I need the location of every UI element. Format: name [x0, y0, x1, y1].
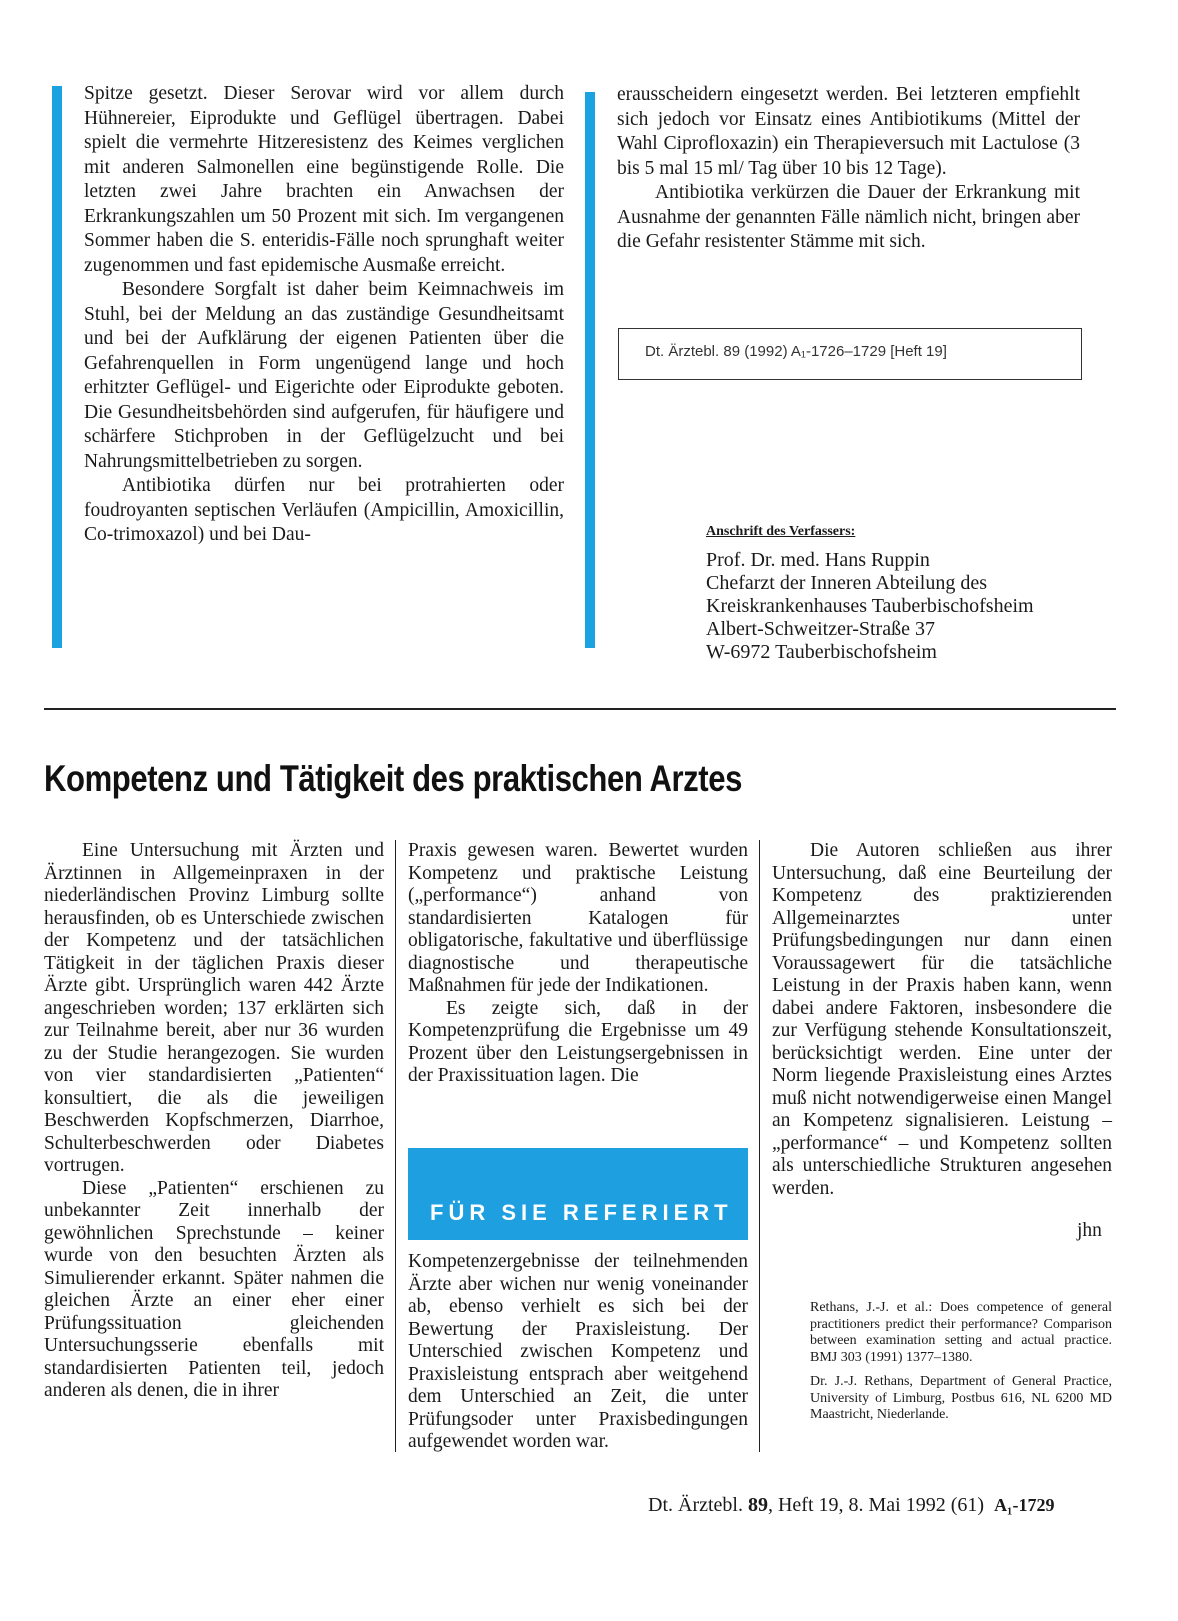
paragraph: Es zeigte sich, daß in der Kompetenzprüfung die Ergebnisse um 49 Prozent über den Leistungsergebnissen in der Praxissituation lagen. Die	[408, 997, 748, 1086]
reference: Dr. J.-J. Rethans, Department of General Practice, University of Limburg, Postbus 616, NL 6200 MD Maastricht, Niederlande.	[810, 1374, 1112, 1422]
author-line: Chefarzt der Inneren Abteilung des	[706, 572, 988, 594]
author-line: Prof. Dr. med. Hans Ruppin	[706, 549, 930, 571]
author-address	[706, 520, 1034, 664]
paragraph: Besondere Sorgfalt ist daher beim Keimnachweis im Stuhl, bei der Meldung an das zuständige Gesundheitsamt und bei der Aufklärung der eigenen Patienten über die Gefahrenquellen in Form ungenügend lange und hoch erhitzter Geflügel- und Eigerichte oder Eiprodukte geboten. Die Gesundheitsbehörden sind aufgerufen, für häufigere und schärfere Stichproben in der Geflügelzucht und bei Nahrungsmittelbetrieben zu sorgen.	[84, 279, 564, 472]
paragraph: Antibiotika verkürzen die Dauer der Erkrankung mit Ausnahme der genannten Fälle nämlich nicht, bringen aber die Gefahr resistenter Stämme mit sich.	[617, 182, 1080, 252]
paragraph: Spitze gesetzt. Dieser Serovar wird vor allem durch Hühnereier, Eiprodukte und Geflügel übertragen. Dabei spielt die vermehrte Hitzeresistenz des Keimes verglichen mit anderen Salmonellen eine begünstigende Rolle. Die letzten zwei Jahre brachten ein Anwachsen der Erkrankungszahlen um 50 Prozent mit sich. Im vergangenen Sommer haben die S. enteridis-Fälle noch sprunghaft weiter zugenommen und fast epidemische Ausmaße erreicht.	[84, 83, 564, 276]
article-title: Kompetenz und Tätigkeit des praktischen Arztes	[44, 758, 742, 799]
paragraph: Die Autoren schließen aus ihrer Untersuchung, daß eine Beurteilung der Kompetenz des praktizierenden Allgemeinarztes unter Prüfungsbedingungen nur dann einen Voraussagewert für die tatsächliche Leistung in der Praxis haben kann, wenn dabei andere Faktoren, insbesondere die zur Verfügung stehende Konsultationszeit, berücksichtigt werden. Eine unter der Norm liegende Praxisleistung eines Arztes muß nicht notwendigerweise einen Mangel an Kompetenz signalisieren. Leistung – „performance“ – und Kompetenz sollten als unterschiedliche Strukturen angesehen werden.	[772, 840, 1112, 1199]
footer-issue: , Heft 19, 8. Mai 1992 (61)	[767, 1494, 985, 1516]
references	[810, 1300, 1112, 1432]
page-footer	[648, 1494, 1054, 1517]
article-column-2-continued	[408, 1251, 748, 1454]
author-label: Anschrift des Verfassers:	[706, 524, 856, 539]
paragraph: Kompetenzergebnisse der teilnehmenden Ärzte aber wichen nur wenig voneinander ab, ebenso verhielt es sich bei der Bewertung der Praxisleistung. Der Unterschied zwischen Kompetenz und Praxisleistung entsprach aber weitgehend dem Unterschied an Zeit, die unter Prüfungsoder unter Praxisbedingungen aufgewendet worden war.	[408, 1251, 748, 1452]
author-line: W-6972 Tauberbischofsheim	[706, 641, 937, 663]
top-left-column	[84, 82, 564, 548]
section-banner	[408, 1148, 748, 1240]
author-initials: jhn	[1077, 1220, 1102, 1241]
reference: Rethans, J.-J. et al.: Does competence of general practitioners predict their performance? Comparison between examination setting and actual practice. BMJ 303 (1991) 1377–1380.	[810, 1300, 1112, 1365]
paragraph: Antibiotika dürfen nur bei protrahierten oder foudroyanten septischen Verläufen (Ampicillin, Amoxicillin, Co-trimoxazol) und bei Dau-	[84, 475, 564, 545]
column-divider	[395, 840, 396, 1452]
citation-box	[618, 328, 1082, 380]
article-column-2	[408, 840, 748, 1088]
section-divider	[44, 708, 1116, 710]
banner-label: FÜR SIE REFERIERT	[430, 1200, 733, 1225]
paragraph: Diese „Patienten“ erschienen zu unbekannter Zeit innerhalb der gewöhnlichen Sprechstunde – keiner wurde von den besuchten Ärzten als Simulierender erkannt. Später nahmen die gleichen Ärzte an einer eher einer Prüfungssituation gleichenden Untersuchungsserie ebenfalls mit standardisierten Patienten teil, jedoch anderen als denen, die in ihrer	[44, 1177, 384, 1401]
paragraph: Praxis gewesen waren. Bewertet wurden Kompetenz und praktische Leistung („performance“) anhand von standardisierten Katalogen für obligatorische, fakultative und überflüssige diagnostische und therapeutische Maßnahmen für jede der Indikationen.	[408, 840, 748, 996]
article-column-1	[44, 840, 384, 1403]
top-right-column	[617, 83, 1080, 255]
footer-volume: 89	[747, 1494, 768, 1516]
author-line: Albert-Schweitzer-Straße 37	[706, 618, 935, 640]
paragraph: Eine Untersuchung mit Ärzten und Ärztinnen in Allgemeinpraxen in der niederländischen Provinz Limburg sollte herausfinden, ob es Unterschiede zwischen der Kompetenz und der tatsächlichen Tätigkeit in der täglichen Praxis dieser Ärzte gibt. Ursprünglich waren 442 Ärzte angeschrieben worden; 137 erklärten sich zur Teilnahme bereit, aber nur 36 wurden zu der Studie herangezogen. Sie wurden von vier standardisierten „Patienten“ konsultiert, die als die jeweiligen Beschwerden Kopfschmerzen, Diarrhoe, Schulterbeschwerden oder Diabetes vortrugen.	[44, 840, 384, 1176]
paragraph: erausscheidern eingesetzt werden. Bei letzteren empfiehlt sich jedoch vor Einsatz eines Antibiotikums (Mittel der Wahl Ciprofloxazin) ein Therapieversuch mit Lactulose (3 bis 5 mal 15 ml/ Tag über 10 bis 12 Tage).	[617, 84, 1080, 179]
citation-text: Dt. Ärztebl. 89 (1992) A₁-1726–1729 [Heft 19]	[645, 343, 947, 360]
column-divider	[759, 840, 760, 1452]
footer-journal: Dt. Ärztebl.	[648, 1494, 743, 1516]
footer-page-number: A₁-1729	[994, 1495, 1055, 1515]
author-line: Kreiskrankenhauses Tauberbischofsheim	[706, 595, 1034, 617]
right-accent-bar	[585, 92, 595, 648]
left-accent-bar	[52, 86, 62, 648]
article-column-3	[772, 840, 1112, 1200]
